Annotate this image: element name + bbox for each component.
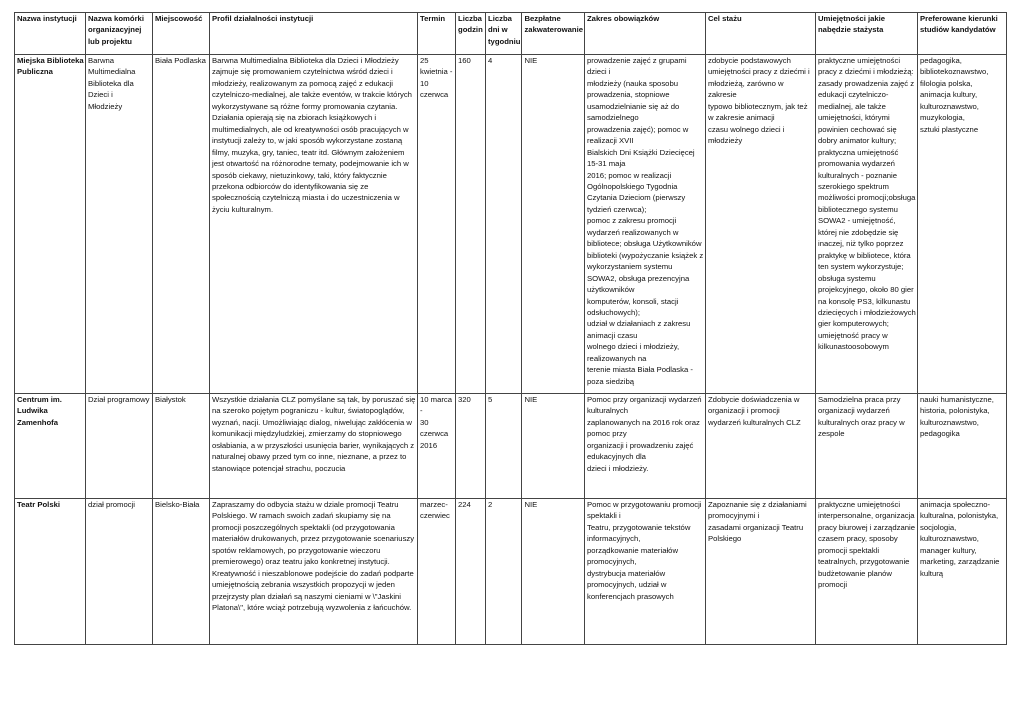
duties-cell: prowadzenie zajęć z grupami dzieci i młodzieży (nauka sposobu prowadzenia, stopniowe usamodzielnianie się aż do samodzielnego prowadzenia zajęć); pomoc w realizacji XVII Bialskich Dni Książki Dziecięcej 15-31 maja 2016; pomoc w realizacji Ogólnopolskiego Tygodnia Czytania Dzieciom (pierwszy tydzień czerwca); pomoc z zakresu promocji wydarzeń realizowanych w bibliotece; obsługa Użytkowników biblioteki (wypożyczanie książek z wykorzystaniem systemu SOWA2, obsługa prezencyjna użytkowników komputerów, konsoli, stacji odsłuchowych); udział w działaniach z zakresu animacji czasu wolnego dzieci i młodzieży, realizowanych na terenie miasta Biała Podlaska - poza siedzibą: [584, 55, 705, 394]
term-cell: 25 kwietnia - 10 czerwca: [418, 55, 456, 394]
duties-cell: Pomoc przy organizacji wydarzeń kulturalnych zaplanowanych na 2016 rok oraz pomoc przy organizacji i prowadzeniu zajęć edukacyjnych dla dzieci i młodzieży.: [584, 394, 705, 499]
free-accommodation-cell: NIE: [522, 499, 585, 645]
term-cell: marzec- czerwiec: [418, 499, 456, 645]
hours-cell: 160: [456, 55, 486, 394]
city-cell: Białystok: [153, 394, 210, 499]
free-accommodation-cell: NIE: [522, 55, 585, 394]
header-unit-name: Nazwa komórki organizacyjnej lub projektu: [86, 13, 153, 55]
table-row: [15, 499, 1007, 645]
header-duties: Zakres obowiązków: [584, 13, 705, 55]
header-row: [15, 13, 1007, 55]
header-preferred-studies: Preferowane kierunki studiów kandydatów: [917, 13, 1006, 55]
header-skills-gained: Umiejętności jakie nabędzie stażysta: [815, 13, 917, 55]
header-days-per-week: Liczba dni w tygodniu: [486, 13, 522, 55]
header-term: Termin: [418, 13, 456, 55]
internship-goal-cell: Zapoznanie się z działaniami promocyjnymi i zasadami organizacji Teatru Polskiego: [705, 499, 815, 645]
internship-goal-cell: zdobycie podstawowych umiejętności pracy z dziećmi i młodzieżą, zarówno w zakresie typowo bibliotecznym, jak też w zakresie animacji czasu wolnego dzieci i młodzieży: [705, 55, 815, 394]
header-internship-goal: Cel stażu: [705, 13, 815, 55]
internship-goal-cell: Zdobycie doświadczenia w organizacji i promocji wydarzeń kulturalnych CLZ: [705, 394, 815, 499]
header-institution-profile: Profil działalności instytucji: [210, 13, 418, 55]
unit-name-cell: dział promocji: [86, 499, 153, 645]
header-institution-name: Nazwa instytucji: [15, 13, 86, 55]
internship-table: [14, 12, 1007, 645]
city-cell: Biała Podlaska: [153, 55, 210, 394]
days-per-week-cell: 5: [486, 394, 522, 499]
profile-cell: Barwna Multimedialna Biblioteka dla Dzieci i Młodzieży zajmuje się promowaniem czytelnictwa wśród dzieci i młodzieży, realizowanym za pomocą zajęć z edukacji czytelniczo-medialnej, ale także eventów, w trakcie których wykorzystywane są różne formy promowania czytania. Działania opierają się na zbiorach książkowych i multimedialnych, ale od kreatywności osób pracujących w instytucji zależy to, w jaki sposób wykorzystane zostaną filmy, muzyka, gry, taniec, teatr itd. Głównym założeniem jest otwartość na różnorodne tematy, podejmowanie ich w sposób ciekawy, nietuzinkowy, taki, który faktycznie przekona odbiorców do identyfikowania się ze społecznością czytelniczą miasta i do uczestniczenia w życiu kulturalnym.: [210, 55, 418, 394]
header-hours: Liczba godzin: [456, 13, 486, 55]
term-cell: 10 marca - 30 czerwca 2016: [418, 394, 456, 499]
skills-gained-cell: praktyczne umiejętności interpersonalne, organizacja pracy biurowej i zarządzanie czasem pracy, sposoby promocji spektakli teatralnych, przygotowanie budżetowanie planów promocji: [815, 499, 917, 645]
preferred-studies-cell: pedagogika, bibliotekoznawstwo, filologia polska, animacja kultury, kulturoznawstwo, muzykologia, sztuki plastyczne: [917, 55, 1006, 394]
hours-cell: 224: [456, 499, 486, 645]
skills-gained-cell: praktyczne umiejętności pracy z dziećmi i młodzieżą: zasady prowadzenia zajęć z edukacji czytelniczo-medialnej, ale także umiejętności, którymi powinien cechować się dobry animator kultury; praktyczna umiejętność promowania wydarzeń kulturalnych - poznanie szerokiego spektrum możliwości promocji;obsługa bibliotecznego systemu SOWA2 - umiejętność, której nie zdobędzie się inaczej, niż tylko poprzez praktykę w bibliotece, która ten system wykorzystuje; obsługa systemu projekcyjnego, około 80 gier na konsolę PS3, kilkunastu dziecięcych i młodzieżowych gier komputerowych; umiejętność pracy w kilkunastoosobowym: [815, 55, 917, 394]
city-cell: Bielsko-Biała: [153, 499, 210, 645]
preferred-studies-cell: nauki humanistyczne, historia, polonistyka, kulturoznawstwo, pedagogika: [917, 394, 1006, 499]
days-per-week-cell: 4: [486, 55, 522, 394]
free-accommodation-cell: NIE: [522, 394, 585, 499]
institution-name-cell: Miejska Biblioteka Publiczna: [15, 55, 86, 394]
profile-cell: Wszystkie działania CLZ pomyślane są tak, by poruszać się na szeroko pojętym pograniczu - kultur, światopoglądów, wyznań, nacji. Umożliwiając dialog, niwelując zakłócenia w komunikacji międzyludzkiej, zmierzamy do stopniowego osłabiania, a w przyszłości usunięcia barier, wynikających z naturalnej obawy przed tym co inne, nieznane, a przez to stanowiące potencjał strachu, poczucia: [210, 394, 418, 499]
institution-name-cell: Centrum im. Ludwika Zamenhofa: [15, 394, 86, 499]
preferred-studies-cell: animacja społeczno-kulturalna, polonistyka, socjologia, kulturoznawstwo, manager kultury, marketing, zarządzanie kulturą: [917, 499, 1006, 645]
days-per-week-cell: 2: [486, 499, 522, 645]
skills-gained-cell: Samodzielna praca przy organizacji wydarzeń kulturalnych oraz pracy w zespole: [815, 394, 917, 499]
table-row: [15, 55, 1007, 394]
institution-name-cell: Teatr Polski: [15, 499, 86, 645]
profile-cell: Zapraszamy do odbycia stażu w dziale promocji Teatru Polskiego. W ramach swoich zadań skupiamy się na promocji poszczególnych spektakli (od przygotowania materiałów drukowanych, przez przygotowanie scenariuszy spotów reklamowych, po przygotowanie wieczoru premierowego) oraz teatru jako konkretnej instytucji. Kreatywność i nieszablonowe podejście do zadań podparte umiejętnością zebrania wszystkich propozycji w jeden przejrzysty plan działań są naszymi cieniami w \"Jaskini Platona\", które wciąż potrzebują wyzwolenia z łańcuchów.: [210, 499, 418, 645]
header-city: Miejscowość: [153, 13, 210, 55]
hours-cell: 320: [456, 394, 486, 499]
unit-name-cell: Barwna Multimedialna Biblioteka dla Dzieci i Młodzieży: [86, 55, 153, 394]
unit-name-cell: Dział programowy: [86, 394, 153, 499]
duties-cell: Pomoc w przygotowaniu promocji spektakli i Teatru, przygotowanie tekstów informacyjnych, porządkowanie materiałów promocyjnych, dystrybucja materiałów promocyjnych, udział w konferencjach prasowych: [584, 499, 705, 645]
header-free-accommodation: Bezpłatne zakwaterowanie: [522, 13, 585, 55]
table-row: [15, 394, 1007, 499]
